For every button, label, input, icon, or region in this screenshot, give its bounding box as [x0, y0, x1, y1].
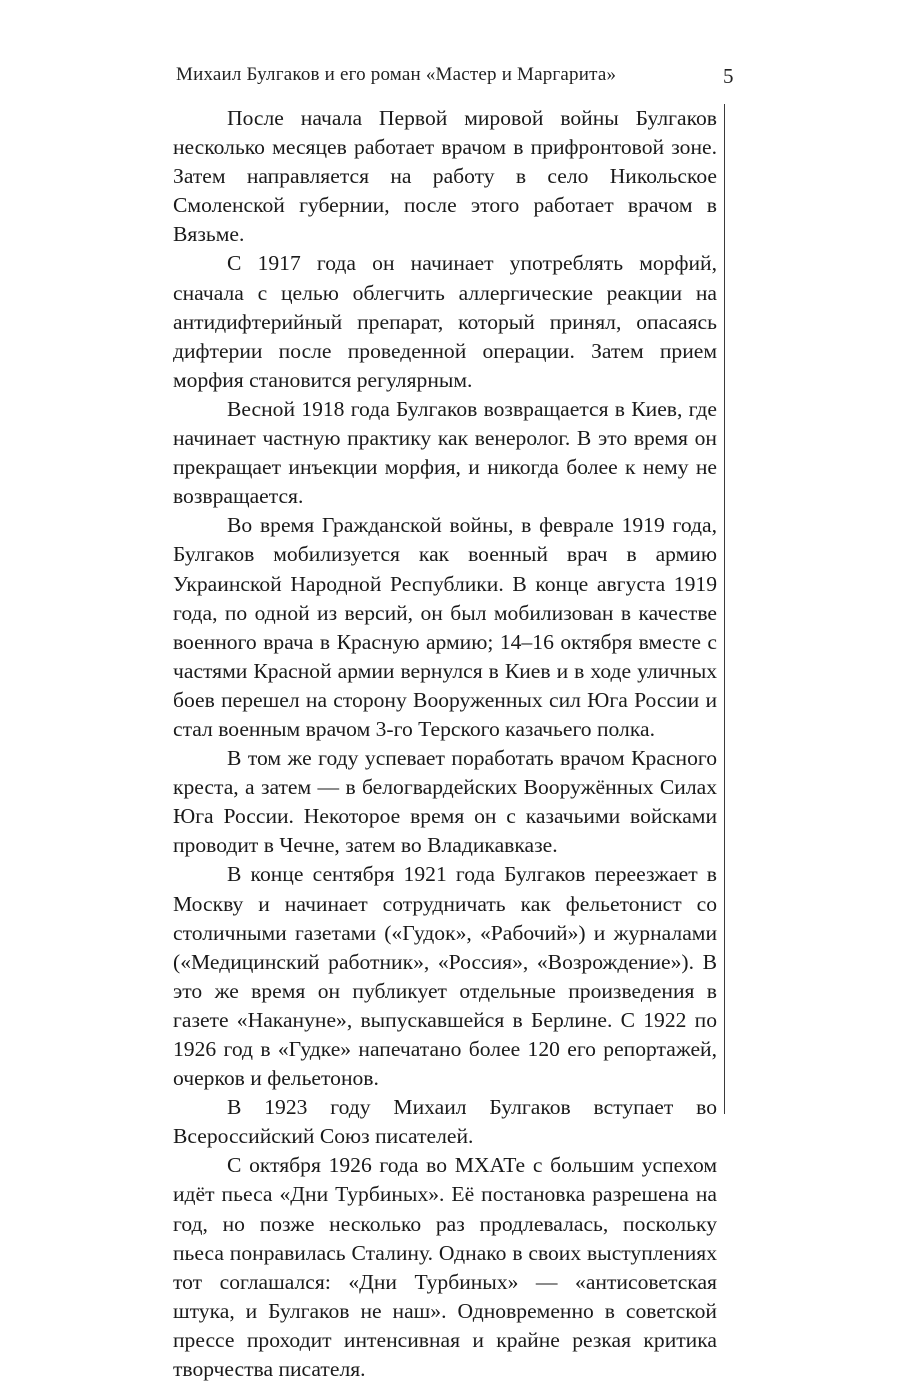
paragraph-1: После начала Первой мировой войны Булгаков несколько месяцев работает врачом в прифронтовой зоне. Затем направляется на работу в село Никольское Смоленской губернии, после этого работает врачом в Вязьме. [173, 106, 717, 247]
body-text [173, 104, 717, 1384]
paragraph-8: С октября 1926 года во МХАТе с большим успехом идёт пьеса «Дни Турбиных». Её постановка разрешена на год, но позже несколько раз продлевалась, поскольку пьеса понравилась Сталину. Однако в своих выступлениях тот соглашался: «Дни Турбиных» — «антисоветская штука, и Булгаков не наш». Одновременно в советской прессе проходит интенсивная и крайне резкая критика творчества писателя. [173, 1153, 717, 1382]
paragraph-5: В том же году успевает поработать врачом Красного креста, а затем — в белогвардейских Вооружённых Силах Юга России. Некоторое время он с казачьими войсками проводит в Чечне, затем во Владикавказе. [173, 746, 717, 858]
running-header-title: Михаил Булгаков и его роман «Мастер и Маргарита» [176, 64, 617, 85]
paragraph-7: В 1923 году Михаил Булгаков вступает во Всероссийский Союз писателей. [173, 1095, 717, 1149]
vertical-margin-rule [724, 104, 725, 1114]
paragraph-4: Во время Гражданской войны, в феврале 1919 года, Булгаков мобилизуется как военный врач в армию Украинской Народной Республики. В конце августа 1919 года, по одной из версий, он был мобилизован в качестве военного врача в Красную армию; 14–16 октября вместе с частями Красной армии вернулся в Киев и в ходе уличных боев перешел на сторону Вооруженных сил Юга России и стал военным врачом 3-го Терского казачьего полка. [173, 513, 717, 741]
page-number: 5 [723, 64, 734, 88]
paragraph-2: С 1917 года он начинает употреблять морфий, сначала с целью облегчить аллергические реакции на антидифтерийный препарат, который принял, опасаясь дифтерии после проведенной операции. Затем прием морфия становится регулярным. [173, 251, 717, 392]
paragraph-3: Весной 1918 года Булгаков возвращается в Киев, где начинает частную практику как венеролог. В это время он прекращает инъекции морфия, и никогда более к нему не возвращается. [173, 396, 717, 509]
paragraph-6: В конце сентября 1921 года Булгаков переезжает в Москву и начинает сотрудничать как фельетонист со столичными газетами («Гудок», «Рабочий») и журналами («Медицинский работник», «Россия», «Возрождение»). В это же время он публикует отдельные произведения в газете «Накануне», выпускавшейся в Берлине. С 1922 по 1926 год в «Гудке» напечатано более 120 его репортажей, очерков и фельетонов. [173, 862, 717, 1091]
